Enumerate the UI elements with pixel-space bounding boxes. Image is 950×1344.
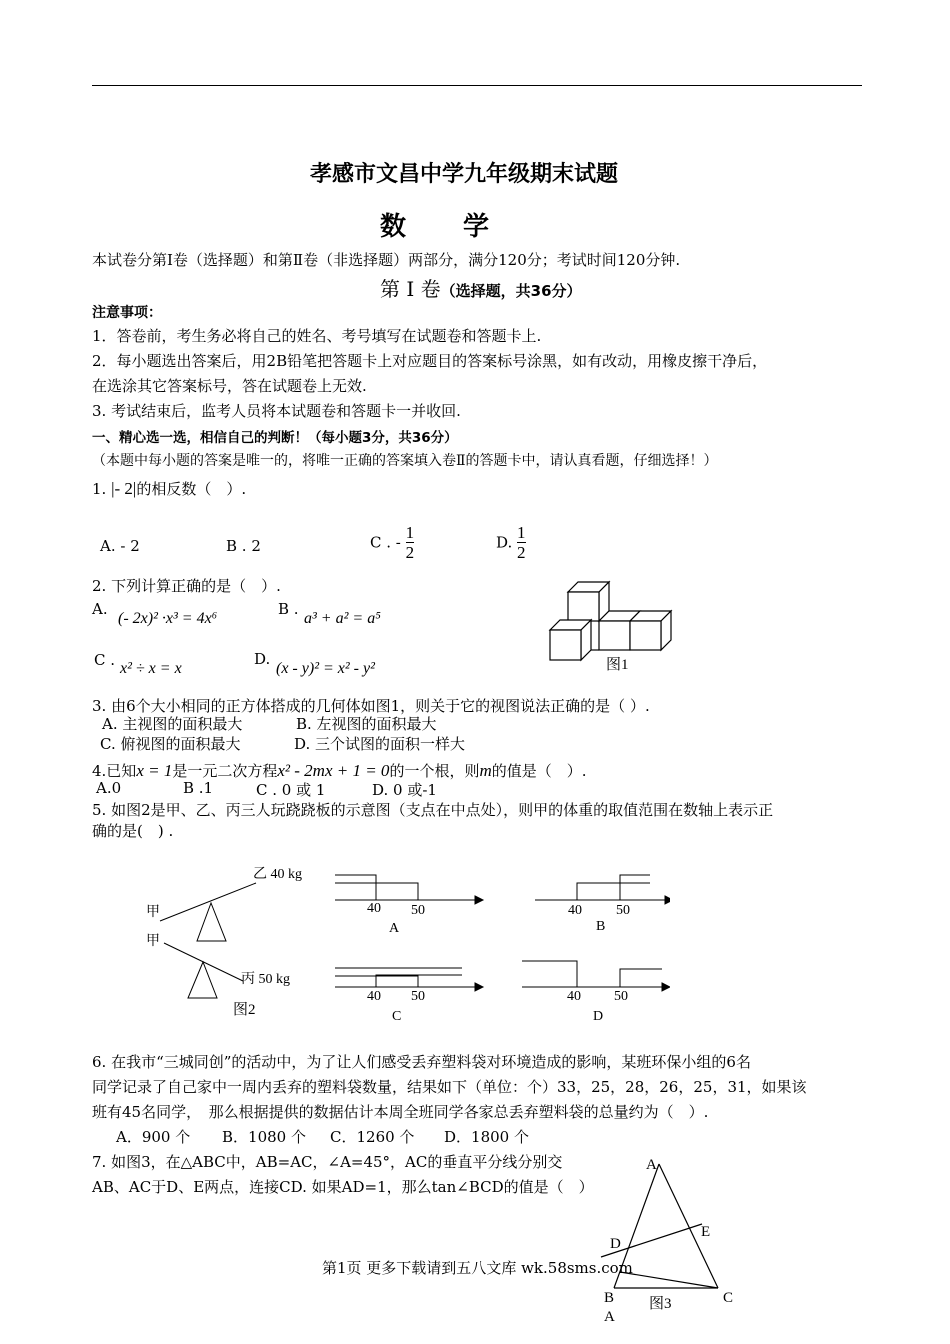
q3-stem: 3. 由6个大小相同的正方体搭成的几何体如图1，则关于它的视图说法正确的是（ ）. xyxy=(92,697,650,715)
fraction-denominator: 2 xyxy=(405,543,415,562)
label-jia: 甲 xyxy=(146,905,160,920)
range-bracket xyxy=(335,875,376,900)
cube-face xyxy=(599,621,630,650)
number-line-arrow xyxy=(475,983,483,991)
option-label-d: D xyxy=(593,1009,604,1024)
q2-option-c-expr: x² ÷ x = x xyxy=(120,660,182,677)
figure-3-caption: 图3 xyxy=(649,1296,672,1312)
tick-40: 40 xyxy=(568,903,582,918)
q4-text: 4.已知 xyxy=(92,762,137,780)
option-label-a: A xyxy=(389,921,400,936)
figure-2 xyxy=(140,855,670,1035)
seesaw-board xyxy=(160,883,256,921)
q1-expression: |- 2| xyxy=(111,479,137,498)
range-bracket xyxy=(522,961,577,987)
vertex-b: B xyxy=(604,1290,615,1306)
tick-40: 40 xyxy=(567,989,581,1004)
q6-line: 6. 在我市“三城同创”的活动中，为了让人们感受丢弃塑料袋对环境造成的影响，某班环保小组的6名 xyxy=(92,1053,751,1071)
q2-option-a-label: A. xyxy=(92,600,108,618)
volume-label: 第 Ⅰ 卷 xyxy=(380,277,441,301)
q4-expr-root: x = 1 xyxy=(136,761,173,780)
fraction-denominator: 2 xyxy=(517,543,526,562)
figure-2-caption: 图2 xyxy=(233,1002,256,1018)
q2-option-d-label: D. xyxy=(254,650,271,668)
q1-text: 的相反数（ ）. xyxy=(136,480,247,498)
q2-option-a-expr: (- 2x)² ·x³ = 4x⁶ xyxy=(118,610,218,627)
fraction-numerator: 1 xyxy=(517,523,526,542)
tick-50: 50 xyxy=(616,903,630,918)
option-label-c: C xyxy=(392,1009,402,1024)
q2-option-b-expr: a³ + a² = a⁵ xyxy=(304,610,381,627)
q3-option-a: A. 主视图的面积最大 xyxy=(102,715,243,733)
q2-option-d-expr: (x - y)² = x² - y² xyxy=(276,660,375,677)
note-item: 在选涂其它答案标号，答在试题卷上无效. xyxy=(92,377,367,395)
tick-40: 40 xyxy=(367,901,381,916)
notes-heading: 注意事项： xyxy=(92,305,162,321)
q4-expr-equation: x² - 2mx + 1 = 0 xyxy=(277,761,390,780)
segment-cd xyxy=(620,1272,718,1288)
volume-note: （选择题，共36分） xyxy=(440,282,582,300)
q7-line: AB、AC于D、E两点，连接CD. 如果AD=1，那么tan∠BCD的值是（ ） xyxy=(92,1178,594,1196)
fraction-numerator: 1 xyxy=(405,523,415,542)
q1-option-a: A. - 2 xyxy=(100,537,140,555)
q4-text: 的值是（ ）. xyxy=(491,762,587,780)
range-bracket xyxy=(577,883,650,900)
top-rule xyxy=(92,85,862,86)
q1-option-d-label: D. xyxy=(496,533,513,552)
page-footer: 第1页 更多下载请到五八文库 wk.58sms.com xyxy=(322,1259,633,1277)
q5-line: 5. 如图2是甲、乙、丙三人玩跷跷板的示意图（支点在中点处），则甲的体重的取值范围在数轴上表示正 xyxy=(92,801,774,819)
q2-option-b-label: B . xyxy=(278,600,299,618)
seesaw-fulcrum xyxy=(197,903,226,941)
cube-face xyxy=(550,630,581,660)
q6-option-a: A．900 个 xyxy=(116,1128,191,1146)
number-line-arrow xyxy=(662,983,670,991)
q1-option-c xyxy=(370,523,414,562)
section-heading: 一、精心选一选，相信自己的判断！（每小题3分，共36分） xyxy=(92,430,458,446)
note-item: 3. 考试结束后，监考人员将本试题卷和答题卡一并收回. xyxy=(92,402,461,420)
q1-option-c-label: C . - xyxy=(370,533,401,552)
volume-heading xyxy=(380,273,582,302)
q5-line: 确的是( ) . xyxy=(92,822,174,840)
number-line-arrow xyxy=(475,896,483,904)
tick-50: 50 xyxy=(411,903,425,918)
q6-line: 班有45名同学， 那么根据提供的数据估计本周全班同学各家总丢弃塑料袋的总量约为（ ）. xyxy=(92,1103,709,1121)
q6-line: 同学记录了自己家中一周内丢弃的塑料袋数量，结果如下（单位：个）33，25，28，26，25，31，如果该 xyxy=(92,1078,807,1096)
cube-face xyxy=(568,592,599,621)
number-line-arrow xyxy=(665,896,670,904)
q1-option-c-fraction xyxy=(406,523,415,562)
cube-face xyxy=(630,621,661,650)
q6-option-b: B．1080 个 xyxy=(222,1128,306,1146)
label-jia: 甲 xyxy=(146,934,160,949)
figure-1-cubes xyxy=(540,575,690,675)
q4-option-d: D. 0 或-1 xyxy=(372,781,437,799)
vertex-a-repeat: A xyxy=(604,1309,615,1325)
point-e: E xyxy=(701,1224,711,1240)
seesaw-fulcrum xyxy=(188,962,217,998)
range-bracket xyxy=(620,875,650,900)
q3-option-d: D. 三个试图的面积一样大 xyxy=(294,735,466,753)
q4-option-c: C . 0 或 1 xyxy=(256,781,326,799)
q4-text: 是一元二次方程 xyxy=(172,762,278,780)
q7-line: 7. 如图3，在△ABC中，AB=AC，∠A=45°，AC的垂直平分线分别交 xyxy=(92,1153,563,1171)
figure-3-triangle xyxy=(590,1152,750,1332)
option-label-b: B xyxy=(596,919,606,934)
note-item: 1．答卷前，考生务必将自己的姓名、考号填写在试题卷和答题卡上. xyxy=(92,327,542,345)
note-item: 2．每小题选出答案后，用2B铅笔把答题卡上对应题目的答案标号涂黑，如有改动，用橡皮擦干净后， xyxy=(92,352,768,370)
q6-option-c: C．1260 个 xyxy=(330,1128,415,1146)
q1-option-d xyxy=(496,523,526,562)
q4-option-a: A.0 xyxy=(96,779,122,797)
vertex-c: C xyxy=(723,1290,734,1306)
subject-title: 数 学 xyxy=(380,212,514,242)
range-bracket xyxy=(376,975,462,987)
q6-option-d: D．1800 个 xyxy=(444,1128,529,1146)
q4-option-b: B .1 xyxy=(183,779,214,797)
tick-40: 40 xyxy=(367,989,381,1004)
q3-option-c: C. 俯视图的面积最大 xyxy=(100,735,241,753)
q4-expr-m: m xyxy=(479,761,492,780)
section-instruction: （本题中每小题的答案是唯一的，将唯一正确的答案填入卷Ⅱ的答题卡中，请认真看题，仔细选择！） xyxy=(92,453,718,469)
question-4 xyxy=(92,760,587,781)
label-yi: 乙 40 kg xyxy=(253,867,302,882)
q2-stem: 2. 下列计算正确的是（ ）. xyxy=(92,577,281,595)
q1-option-b: B . 2 xyxy=(226,537,261,555)
point-d: D xyxy=(610,1236,621,1252)
exam-intro: 本试卷分第Ⅰ卷（选择题）和第Ⅱ卷（非选择题）两部分，满分120分；考试时间120分钟. xyxy=(92,251,681,269)
tick-50: 50 xyxy=(614,989,628,1004)
q1-option-d-fraction xyxy=(517,523,526,562)
vertex-a: A xyxy=(646,1157,657,1173)
exam-title: 孝感市文昌中学九年级期末试题 xyxy=(310,162,619,187)
range-bracket xyxy=(620,969,662,987)
figure-1-caption: 图1 xyxy=(606,657,629,673)
tick-50: 50 xyxy=(411,989,425,1004)
q1-number: 1. xyxy=(92,480,107,498)
q4-text: 的一个根，则 xyxy=(389,762,480,780)
question-1 xyxy=(92,478,246,499)
label-bing: 丙 50 kg xyxy=(241,972,290,987)
q3-option-b: B. 左视图的面积最大 xyxy=(296,715,437,733)
q2-option-c-label: C . xyxy=(94,651,116,669)
